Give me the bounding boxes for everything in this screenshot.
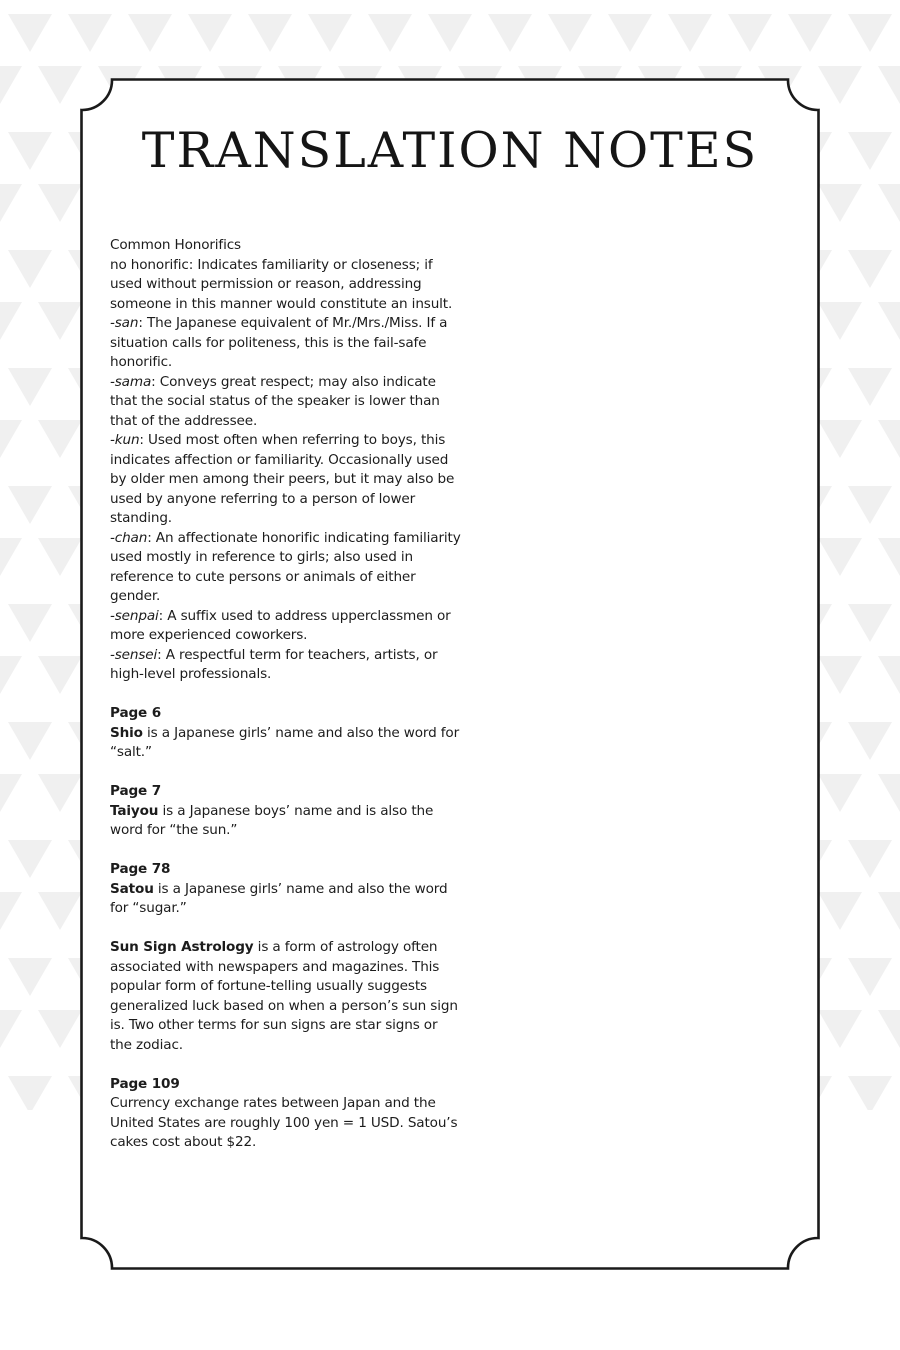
note-page-label: Page 6	[110, 705, 162, 721]
honorifics-heading: Common Honorifics	[110, 237, 241, 253]
honorific-entry	[110, 529, 462, 607]
currency-note: Currency exchange rates between Japan and the United States are roughly 100 yen = 1 USD. Satou’s cakes cost about $22.	[110, 1095, 458, 1150]
honorific-entry	[110, 373, 462, 432]
honorific-description: : Indicates familiarity or closeness; if used without permission or reason, addressing someone in this manner would constitute an insult.	[110, 256, 453, 312]
honorific-term: -senpai	[110, 607, 159, 624]
note-term: Shio	[110, 724, 143, 741]
note-entry	[110, 880, 462, 919]
note-text: is a form of astrology often associated with newspapers and magazines. This popular form of fortune-telling usually suggests generalized luck based on when a person’s sun sign is. Two other terms for sun signs are star signs or the zodiac.	[110, 939, 458, 1053]
honorific-entry	[110, 314, 462, 373]
honorific-entry	[110, 431, 462, 529]
note-page-label: Page 7	[110, 783, 162, 799]
note-text: is a Japanese girls’ name and also the word for “salt.”	[110, 724, 460, 760]
honorific-term: -chan	[110, 529, 148, 546]
note-term: Satou	[110, 880, 154, 897]
note-entry	[110, 724, 462, 763]
honorific-term: -kun	[110, 432, 140, 448]
note-text: is a Japanese girls’ name and also the word for “sugar.”	[110, 880, 448, 916]
honorific-term: no honorific	[110, 256, 189, 273]
astrology-note	[110, 938, 462, 1055]
note-term: Sun Sign Astrology	[110, 939, 254, 955]
honorific-description: : An affectionate honorific indicating familiarity used mostly in reference to girls; also used in reference to cute persons or animals of either gender.	[110, 529, 461, 604]
honorific-description: : Used most often when referring to boys, this indicates affection or familiarity. Occasionally used by older men among their peers, but it may also be used by anyone referring to a person of lower standing.	[110, 432, 455, 526]
note-page-label: Page 109	[110, 1075, 180, 1092]
note-term: Taiyou	[110, 802, 159, 819]
notes-content	[110, 236, 462, 1153]
honorific-description: : A respectful term for teachers, artists, or high-level professionals.	[110, 646, 438, 682]
note-entry	[110, 802, 462, 841]
honorific-description: : The Japanese equivalent of Mr./Mrs./Miss. If a situation calls for politeness, this is the fail-safe honorific.	[110, 315, 448, 370]
honorific-entry	[110, 256, 462, 315]
honorific-term: -san	[110, 315, 139, 331]
page-title: TRANSLATION NOTES	[141, 122, 759, 179]
honorific-description: : Conveys great respect; may also indicate that the social status of the speaker is lower than that of the addressee.	[110, 373, 440, 429]
honorific-term: -sensei	[110, 646, 158, 663]
honorific-term: -sama	[110, 373, 152, 390]
note-page-label: Page 78	[110, 861, 171, 877]
honorific-entry	[110, 646, 462, 685]
honorific-description: : A suffix used to address upperclassmen or more experienced coworkers.	[110, 607, 451, 643]
honorific-entry	[110, 607, 462, 646]
note-text: is a Japanese boys’ name and is also the word for “the sun.”	[110, 802, 434, 838]
